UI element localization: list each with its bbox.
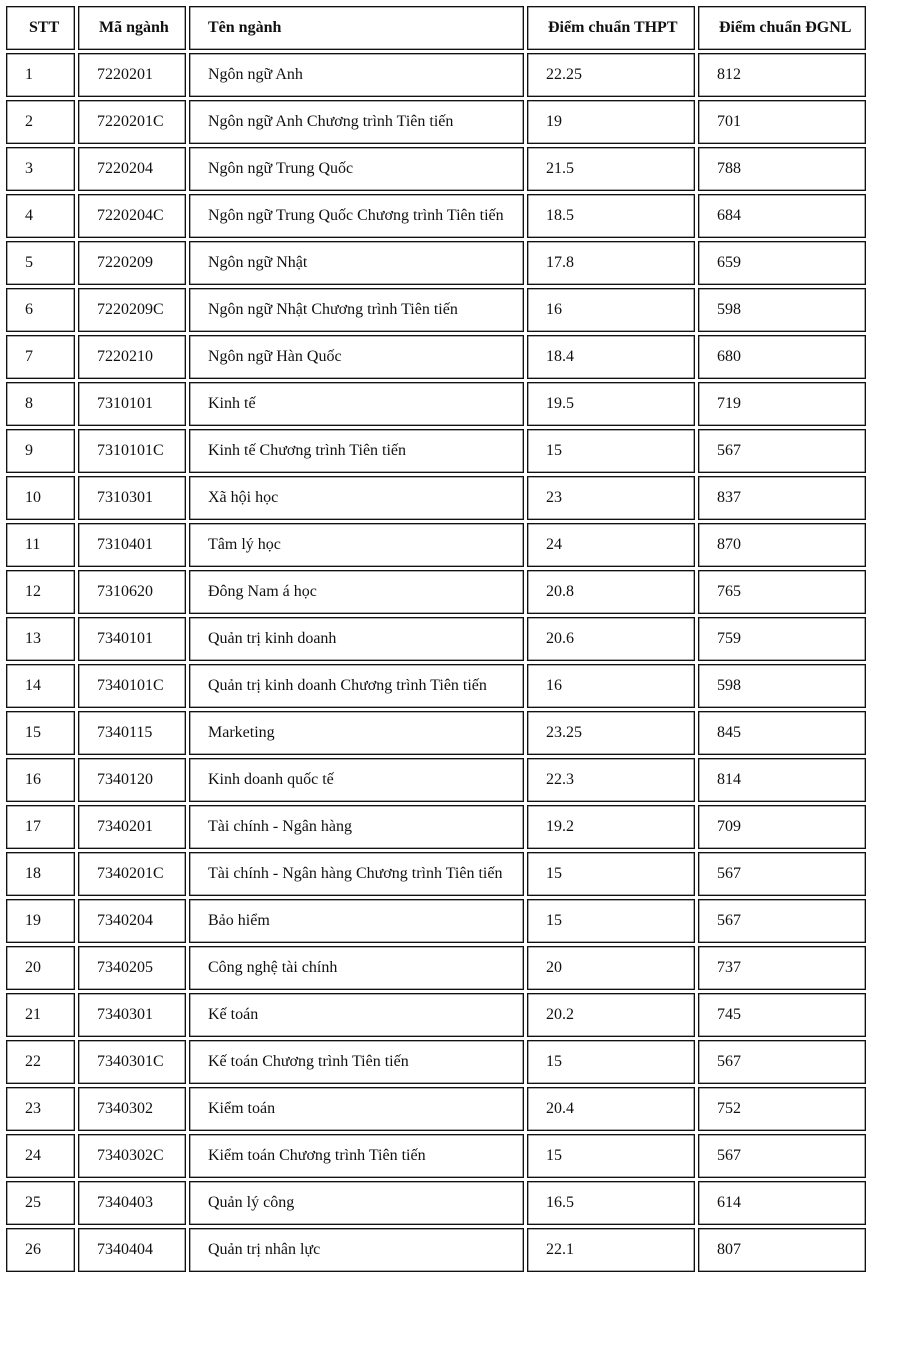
cell-diem-dgnl: 680 bbox=[698, 335, 866, 379]
cell-diem-thpt: 22.3 bbox=[527, 758, 695, 802]
cell-ten-nganh: Quản trị nhân lực bbox=[189, 1228, 524, 1272]
cell-ma-nganh: 7340101C bbox=[78, 664, 186, 708]
cell-diem-dgnl: 814 bbox=[698, 758, 866, 802]
cell-ten-nganh: Tâm lý học bbox=[189, 523, 524, 567]
cell-ten-nganh: Xã hội học bbox=[189, 476, 524, 520]
cell-diem-dgnl: 807 bbox=[698, 1228, 866, 1272]
table-row bbox=[6, 1181, 866, 1225]
cell-diem-dgnl: 567 bbox=[698, 1040, 866, 1084]
cell-ten-nganh: Kiểm toán Chương trình Tiên tiến bbox=[189, 1134, 524, 1178]
cell-stt: 8 bbox=[6, 382, 75, 426]
cell-stt: 26 bbox=[6, 1228, 75, 1272]
cell-diem-thpt: 15 bbox=[527, 429, 695, 473]
cell-ma-nganh: 7340205 bbox=[78, 946, 186, 990]
cell-diem-thpt: 20.8 bbox=[527, 570, 695, 614]
table-row bbox=[6, 100, 866, 144]
cell-ma-nganh: 7340120 bbox=[78, 758, 186, 802]
table-row bbox=[6, 147, 866, 191]
cell-ten-nganh: Công nghệ tài chính bbox=[189, 946, 524, 990]
cell-stt: 25 bbox=[6, 1181, 75, 1225]
table-row bbox=[6, 429, 866, 473]
table-row bbox=[6, 617, 866, 661]
cell-ten-nganh: Ngôn ngữ Anh Chương trình Tiên tiến bbox=[189, 100, 524, 144]
cell-diem-thpt: 22.1 bbox=[527, 1228, 695, 1272]
cell-ten-nganh: Kế toán Chương trình Tiên tiến bbox=[189, 1040, 524, 1084]
cell-diem-dgnl: 701 bbox=[698, 100, 866, 144]
cell-ten-nganh: Bảo hiểm bbox=[189, 899, 524, 943]
cell-stt: 1 bbox=[6, 53, 75, 97]
cell-ten-nganh: Ngôn ngữ Anh bbox=[189, 53, 524, 97]
cell-ten-nganh: Kế toán bbox=[189, 993, 524, 1037]
cell-diem-thpt: 18.5 bbox=[527, 194, 695, 238]
cell-stt: 20 bbox=[6, 946, 75, 990]
cell-diem-thpt: 15 bbox=[527, 852, 695, 896]
cell-diem-thpt: 23 bbox=[527, 476, 695, 520]
cell-stt: 14 bbox=[6, 664, 75, 708]
cell-ten-nganh: Ngôn ngữ Nhật Chương trình Tiên tiến bbox=[189, 288, 524, 332]
cell-ten-nganh: Ngôn ngữ Nhật bbox=[189, 241, 524, 285]
cell-ma-nganh: 7220210 bbox=[78, 335, 186, 379]
table-row bbox=[6, 1087, 866, 1131]
cell-ten-nganh: Quản trị kinh doanh Chương trình Tiên tiến bbox=[189, 664, 524, 708]
cell-diem-dgnl: 870 bbox=[698, 523, 866, 567]
cell-ten-nganh: Tài chính - Ngân hàng bbox=[189, 805, 524, 849]
cell-ma-nganh: 7340404 bbox=[78, 1228, 186, 1272]
header-ten-nganh: Tên ngành bbox=[189, 6, 524, 50]
table-row bbox=[6, 1040, 866, 1084]
table-body bbox=[6, 53, 866, 1272]
cell-ma-nganh: 7220204 bbox=[78, 147, 186, 191]
cell-diem-thpt: 20.6 bbox=[527, 617, 695, 661]
cell-ma-nganh: 7310401 bbox=[78, 523, 186, 567]
cell-ma-nganh: 7340301C bbox=[78, 1040, 186, 1084]
cell-ma-nganh: 7220209C bbox=[78, 288, 186, 332]
cell-stt: 23 bbox=[6, 1087, 75, 1131]
cell-diem-dgnl: 812 bbox=[698, 53, 866, 97]
table-row bbox=[6, 570, 866, 614]
cell-ma-nganh: 7340301 bbox=[78, 993, 186, 1037]
cell-ma-nganh: 7340204 bbox=[78, 899, 186, 943]
table-row bbox=[6, 335, 866, 379]
cell-stt: 15 bbox=[6, 711, 75, 755]
cell-diem-dgnl: 719 bbox=[698, 382, 866, 426]
cell-diem-thpt: 16.5 bbox=[527, 1181, 695, 1225]
cell-diem-dgnl: 745 bbox=[698, 993, 866, 1037]
cell-ma-nganh: 7310620 bbox=[78, 570, 186, 614]
cell-diem-dgnl: 598 bbox=[698, 288, 866, 332]
cell-diem-dgnl: 598 bbox=[698, 664, 866, 708]
cell-diem-dgnl: 659 bbox=[698, 241, 866, 285]
cell-stt: 7 bbox=[6, 335, 75, 379]
cell-stt: 11 bbox=[6, 523, 75, 567]
cell-ma-nganh: 7340101 bbox=[78, 617, 186, 661]
table-row bbox=[6, 711, 866, 755]
cell-diem-dgnl: 614 bbox=[698, 1181, 866, 1225]
table-row bbox=[6, 1228, 866, 1272]
cell-diem-thpt: 15 bbox=[527, 1134, 695, 1178]
cell-diem-thpt: 20.4 bbox=[527, 1087, 695, 1131]
cell-ten-nganh: Quản lý công bbox=[189, 1181, 524, 1225]
cell-stt: 12 bbox=[6, 570, 75, 614]
cell-diem-thpt: 15 bbox=[527, 1040, 695, 1084]
cell-ten-nganh: Đông Nam á học bbox=[189, 570, 524, 614]
table-row bbox=[6, 993, 866, 1037]
table-row bbox=[6, 476, 866, 520]
cell-stt: 24 bbox=[6, 1134, 75, 1178]
cell-diem-dgnl: 567 bbox=[698, 1134, 866, 1178]
cell-diem-thpt: 17.8 bbox=[527, 241, 695, 285]
table-header-row bbox=[6, 6, 866, 50]
cell-stt: 22 bbox=[6, 1040, 75, 1084]
table-row bbox=[6, 899, 866, 943]
header-diem-thpt: Điểm chuẩn THPT bbox=[527, 6, 695, 50]
table-row bbox=[6, 53, 866, 97]
cell-diem-dgnl: 567 bbox=[698, 852, 866, 896]
cell-ma-nganh: 7340302 bbox=[78, 1087, 186, 1131]
cell-diem-thpt: 16 bbox=[527, 664, 695, 708]
table-row bbox=[6, 1134, 866, 1178]
table-row bbox=[6, 288, 866, 332]
cell-stt: 21 bbox=[6, 993, 75, 1037]
table-row bbox=[6, 946, 866, 990]
cell-diem-dgnl: 567 bbox=[698, 429, 866, 473]
cell-diem-thpt: 19.5 bbox=[527, 382, 695, 426]
cell-diem-thpt: 22.25 bbox=[527, 53, 695, 97]
cell-ten-nganh: Quản trị kinh doanh bbox=[189, 617, 524, 661]
table-row bbox=[6, 805, 866, 849]
cell-diem-thpt: 16 bbox=[527, 288, 695, 332]
cell-ma-nganh: 7340201C bbox=[78, 852, 186, 896]
table-row bbox=[6, 241, 866, 285]
cell-diem-dgnl: 737 bbox=[698, 946, 866, 990]
cell-stt: 2 bbox=[6, 100, 75, 144]
cell-diem-thpt: 21.5 bbox=[527, 147, 695, 191]
cell-stt: 18 bbox=[6, 852, 75, 896]
cell-diem-thpt: 15 bbox=[527, 899, 695, 943]
cell-stt: 5 bbox=[6, 241, 75, 285]
cell-ma-nganh: 7310101C bbox=[78, 429, 186, 473]
table-row bbox=[6, 664, 866, 708]
cell-diem-dgnl: 759 bbox=[698, 617, 866, 661]
table-row bbox=[6, 758, 866, 802]
cell-ten-nganh: Kinh tế bbox=[189, 382, 524, 426]
cell-stt: 10 bbox=[6, 476, 75, 520]
cell-stt: 4 bbox=[6, 194, 75, 238]
cell-ma-nganh: 7220201C bbox=[78, 100, 186, 144]
table-row bbox=[6, 523, 866, 567]
cell-diem-dgnl: 765 bbox=[698, 570, 866, 614]
cell-ma-nganh: 7220201 bbox=[78, 53, 186, 97]
cell-diem-dgnl: 567 bbox=[698, 899, 866, 943]
cell-diem-thpt: 19.2 bbox=[527, 805, 695, 849]
cell-diem-dgnl: 709 bbox=[698, 805, 866, 849]
cell-ten-nganh: Kinh tế Chương trình Tiên tiến bbox=[189, 429, 524, 473]
cell-ma-nganh: 7220209 bbox=[78, 241, 186, 285]
cell-diem-dgnl: 752 bbox=[698, 1087, 866, 1131]
cell-ma-nganh: 7340201 bbox=[78, 805, 186, 849]
cell-diem-dgnl: 684 bbox=[698, 194, 866, 238]
table-row bbox=[6, 194, 866, 238]
cell-diem-dgnl: 788 bbox=[698, 147, 866, 191]
cell-stt: 16 bbox=[6, 758, 75, 802]
cell-stt: 19 bbox=[6, 899, 75, 943]
cell-stt: 13 bbox=[6, 617, 75, 661]
cell-ten-nganh: Ngôn ngữ Hàn Quốc bbox=[189, 335, 524, 379]
admission-score-table bbox=[3, 3, 869, 1275]
header-ma-nganh: Mã ngành bbox=[78, 6, 186, 50]
cell-diem-thpt: 20 bbox=[527, 946, 695, 990]
cell-ten-nganh: Tài chính - Ngân hàng Chương trình Tiên tiến bbox=[189, 852, 524, 896]
cell-ma-nganh: 7340403 bbox=[78, 1181, 186, 1225]
cell-stt: 3 bbox=[6, 147, 75, 191]
cell-diem-thpt: 23.25 bbox=[527, 711, 695, 755]
cell-diem-thpt: 24 bbox=[527, 523, 695, 567]
table-row bbox=[6, 852, 866, 896]
cell-ma-nganh: 7310101 bbox=[78, 382, 186, 426]
cell-stt: 9 bbox=[6, 429, 75, 473]
cell-ma-nganh: 7310301 bbox=[78, 476, 186, 520]
cell-ma-nganh: 7340302C bbox=[78, 1134, 186, 1178]
cell-ma-nganh: 7220204C bbox=[78, 194, 186, 238]
cell-ma-nganh: 7340115 bbox=[78, 711, 186, 755]
cell-diem-thpt: 18.4 bbox=[527, 335, 695, 379]
cell-ten-nganh: Ngôn ngữ Trung Quốc bbox=[189, 147, 524, 191]
header-stt: STT bbox=[6, 6, 75, 50]
cell-ten-nganh: Marketing bbox=[189, 711, 524, 755]
table-row bbox=[6, 382, 866, 426]
cell-ten-nganh: Ngôn ngữ Trung Quốc Chương trình Tiên tiến bbox=[189, 194, 524, 238]
cell-diem-thpt: 20.2 bbox=[527, 993, 695, 1037]
cell-diem-dgnl: 845 bbox=[698, 711, 866, 755]
cell-stt: 17 bbox=[6, 805, 75, 849]
cell-diem-thpt: 19 bbox=[527, 100, 695, 144]
header-diem-dgnl: Điểm chuẩn ĐGNL bbox=[698, 6, 866, 50]
cell-diem-dgnl: 837 bbox=[698, 476, 866, 520]
cell-ten-nganh: Kinh doanh quốc tế bbox=[189, 758, 524, 802]
cell-ten-nganh: Kiểm toán bbox=[189, 1087, 524, 1131]
cell-stt: 6 bbox=[6, 288, 75, 332]
